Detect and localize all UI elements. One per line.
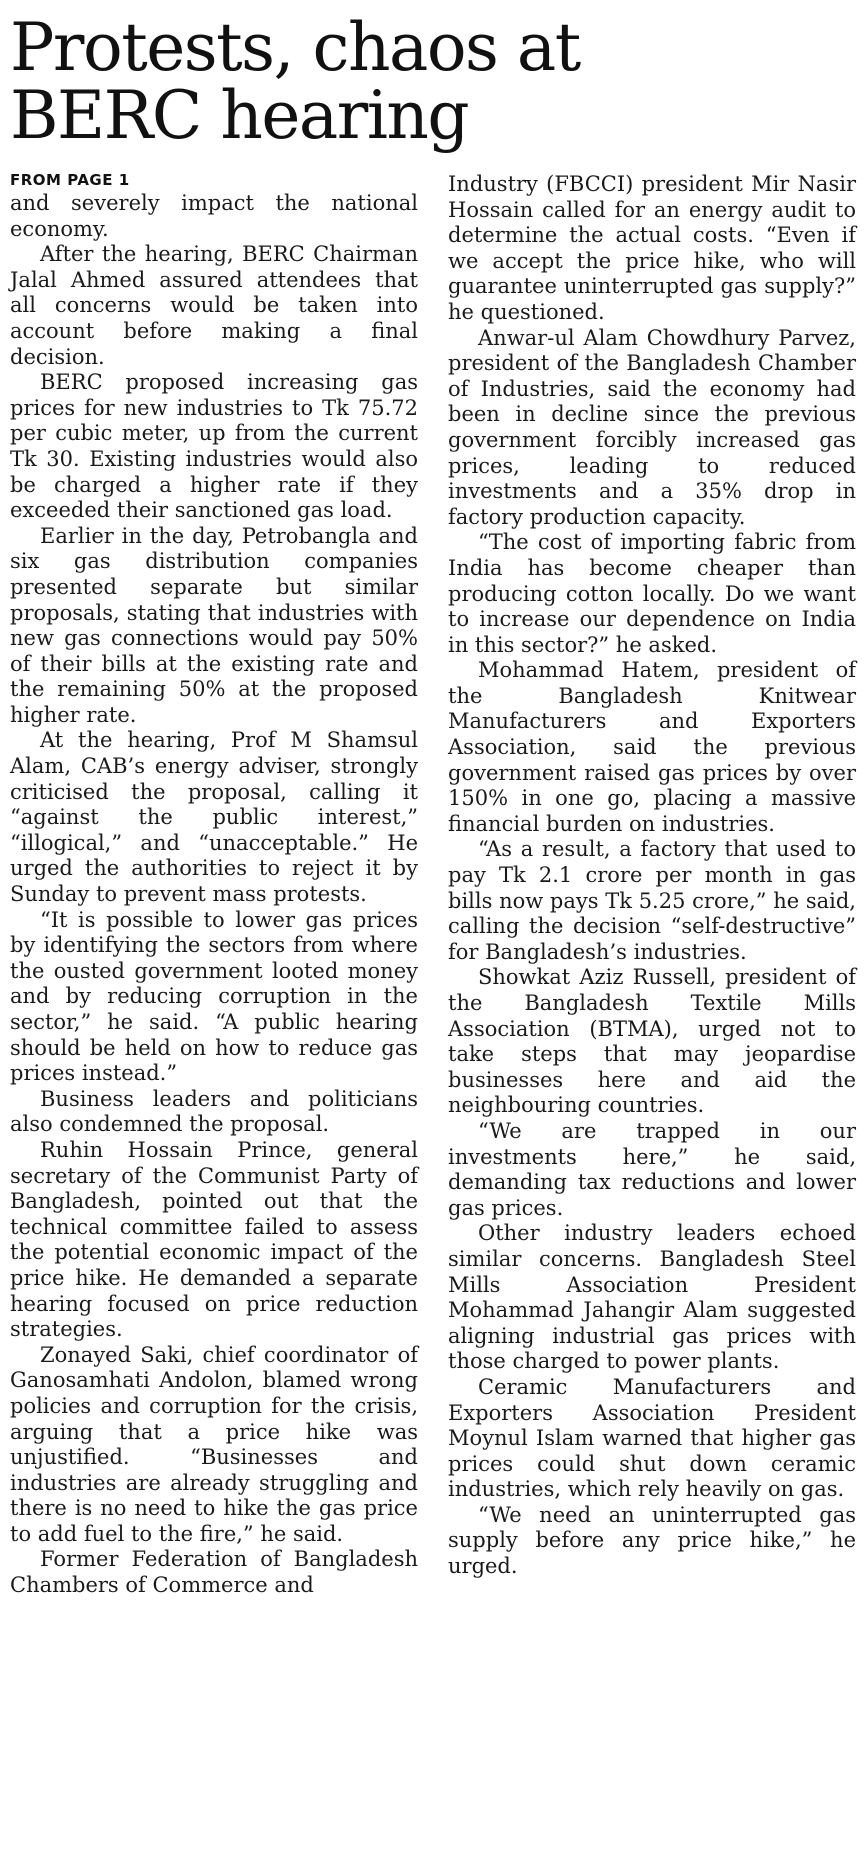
right-column <box>448 172 856 1599</box>
paragraph: “We need an uninterrupted gas supply before any price hike,” he urged. <box>448 1502 856 1579</box>
left-column <box>10 172 418 1599</box>
paragraph: Anwar-ul Alam Chowdhury Parvez, president of the Bangladesh Chamber of Industries, said the economy had been in decline since the previous government forcibly increased gas prices, leading to reduced investments and a 35% drop in factory production capacity. <box>448 325 856 529</box>
paragraph: Showkat Aziz Russell, president of the Bangladesh Textile Mills Association (BTMA), urged not to take steps that may jeopardise businesses here and aid the neighbouring countries. <box>448 965 856 1118</box>
headline <box>10 9 856 154</box>
paragraph: “As a result, a factory that used to pay Tk 2.1 crore per month in gas bills now pays Tk 5.25 crore,” he said, calling the decision “self-destructive” for Bangladesh’s industries. <box>448 837 856 964</box>
paragraph: Other industry leaders echoed similar concerns. Bangladesh Steel Mills Association President Mohammad Jahangir Alam suggested aligning industrial gas prices with those charged to power plants. <box>448 1221 856 1374</box>
paragraph: “We are trapped in our investments here,” he said, demanding tax reductions and lower gas prices. <box>448 1118 856 1220</box>
paragraph: Former Federation of Bangladesh Chambers of Commerce and <box>10 1547 418 1598</box>
jump-label: FROM PAGE 1 <box>10 171 130 189</box>
paragraph: Business leaders and politicians also condemned the proposal. <box>10 1086 418 1137</box>
paragraph: Ruhin Hossain Prince, general secretary of the Communist Party of Bangladesh, pointed out that the technical committee failed to assess the potential economic impact of the price hike. He demanded a separate hearing focused on price reduction strategies. <box>10 1137 418 1342</box>
paragraph: Mohammad Hatem, president of the Bangladesh Knitwear Manufacturers and Exporters Association, said the previous government raised gas prices by over 150% in one go, placing a massive financial burden on industries. <box>448 658 856 836</box>
paragraph: Ceramic Manufacturers and Exporters Association President Moynul Islam warned that higher gas prices could shut down ceramic industries, which rely heavily on gas. <box>448 1374 856 1502</box>
paragraph: “The cost of importing fabric from India has become cheaper than producing cotton locally. Do we want to increase our dependence on India in this sector?” he asked. <box>448 530 856 657</box>
headline-line-1: Protests, chaos at <box>10 9 580 86</box>
paragraph: Industry (FBCCI) president Mir Nasir Hossain called for an energy audit to determine the actual costs. “Even if we accept the price hike, who will guarantee uninterrupted gas supply?” he questioned. <box>448 172 856 324</box>
paragraph: At the hearing, Prof M Shamsul Alam, CAB’s energy adviser, strongly criticised the proposal, calling it “against the public interest,” “illogical,” and “unacceptable.” He urged the authorities to reject it by Sunday to prevent mass protests. <box>10 728 418 907</box>
paragraph: Zonayed Saki, chief coordinator of Ganosamhati Andolon, blamed wrong policies and corruption for the crisis, arguing that a price hike was unjustified. “Businesses and industries are already struggling and there is no need to hike the gas price to add fuel to the fire,” he said. <box>10 1342 418 1546</box>
paragraph: BERC proposed increasing gas prices for new industries to Tk 75.72 per cubic meter, up from the current Tk 30. Existing industries would also be charged a higher rate if they exceeded their sanctioned gas load. <box>10 370 418 523</box>
paragraph: and severely impact the national economy. <box>10 191 418 241</box>
paragraph: After the hearing, BERC Chairman Jalal Ahmed assured attendees that all concerns would be taken into account before making a final decision. <box>10 242 418 369</box>
paragraph: Earlier in the day, Petrobangla and six gas distribution companies presented separate but similar proposals, stating that industries with new gas connections would pay 50% of their bills at the existing rate and the remaining 50% at the proposed higher rate. <box>10 523 418 727</box>
article-body <box>10 172 856 1599</box>
paragraph: “It is possible to lower gas prices by identifying the sectors from where the ousted government looted money and by reducing corruption in the sector,” he said. “A public hearing should be held on how to reduce gas prices instead.” <box>10 907 418 1086</box>
headline-line-2: BERC hearing <box>10 77 469 154</box>
